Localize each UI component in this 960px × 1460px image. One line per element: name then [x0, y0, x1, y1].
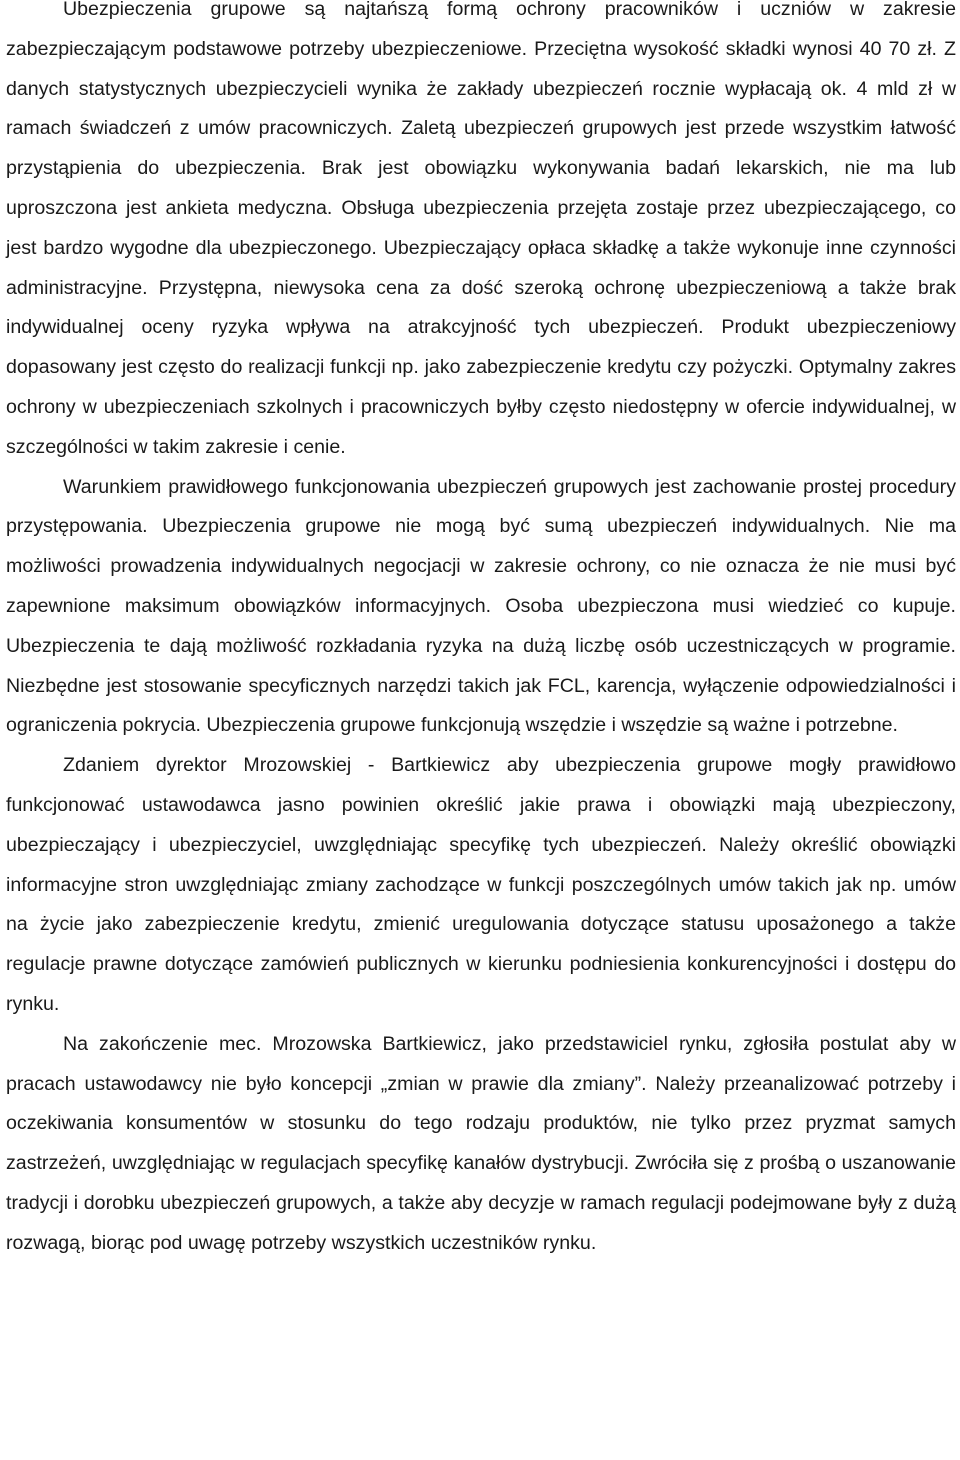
paragraph-director-opinion: Zdaniem dyrektor Mrozowskiej - Bartkiewicz aby ubezpieczenia grupowe mogły prawidłowo funkcjonować ustawodawca jasno powinien określić jakie prawa i obowiązki mają ubezpieczony, ubezpieczający i ubezpieczyciel, uwzględniając specyfikę tych ubezpieczeń. Należy określić obowiązki informacyjne stron uwzględniając zmiany zachodzące w funkcji poszczególnych umów takich jak np. umów na życie jako zabezpieczenie kredytu, zmienić uregulowania dotyczące statusu uposażonego a także regulacje prawne dotyczące zamówień publicznych w kierunku podniesienia konkurencyjności i dostępu do rynku. — [6, 754, 956, 1015]
document-body — [6, 0, 956, 1264]
paragraph-group-insurance-intro: Ubezpieczenia grupowe są najtańszą formą ochrony pracowników i uczniów w zakresie zabezpieczającym podstawowe potrzeby ubezpieczeniowe. Przeciętna wysokość składki wynosi 40 70 zł. Z danych statystycznych ubezpieczycieli wynika że zakłady ubezpieczeń rocznie wypłacają ok. 4 mld zł w ramach świadczeń z umów pracowniczych. Zaletą ubezpieczeń grupowych jest przede wszystkim łatwość przystąpienia do ubezpieczenia. Brak jest obowiązku wykonywania badań lekarskich, nie ma lub uproszczona jest ankieta medyczna. Obsługa ubezpieczenia przejęta zostaje przez ubezpieczającego, co jest bardzo wygodne dla ubezpieczonego. Ubezpieczający opłaca składkę a także wykonuje inne czynności administracyjne. Przystępna, niewysoka cena za dość szeroką ochronę ubezpieczeniową a także brak indywidualnej oceny ryzyka wpływa na atrakcyjność tych ubezpieczeń. Produkt ubezpieczeniowy dopasowany jest często do realizacji funkcji np. jako zabezpieczenie kredytu czy pożyczki. Optymalny zakres ochrony w ubezpieczeniach szkolnych i pracowniczych byłby często niedostępny w ofercie indywidualnej, w szczególności w takim zakresie i cenie. — [6, 0, 956, 458]
paragraph-conclusion: Na zakończenie mec. Mrozowska Bartkiewicz, jako przedstawiciel rynku, zgłosiła postulat aby w pracach ustawodawcy nie było koncepcji „zmian w prawie dla zmiany”. Należy przeanalizować potrzeby i oczekiwania konsumentów w stosunku do tego rodzaju produktów, nie tylko przez pryzmat samych zastrzeżeń, uwzględniając w regulacjach specyfikę kanałów dystrybucji. Zwróciła się z prośbą o uszanowanie tradycji i dorobku ubezpieczeń grupowych, a także aby decyzje w ramach regulacji podejmowane były z dużą rozwagą, biorąc pod uwagę potrzeby wszystkich uczestników rynku. — [6, 1032, 956, 1254]
paragraph-conditions: Warunkiem prawidłowego funkcjonowania ubezpieczeń grupowych jest zachowanie prostej procedury przystępowania. Ubezpieczenia grupowe nie mogą być sumą ubezpieczeń indywidualnych. Nie ma możliwości prowadzenia indywidualnych negocjacji w zakresie ochrony, co nie oznacza że nie musi być zapewnione maksimum obowiązków informacyjnych. Osoba ubezpieczona musi wiedzieć co kupuje. Ubezpieczenia te dają możliwość rozkładania ryzyka na dużą liczbę osób uczestniczących w programie. Niezbędne jest stosowanie specyficznych narzędzi takich jak FCL, karencja, wyłączenie odpowiedzialności i ograniczenia pokrycia. Ubezpieczenia grupowe funkcjonują wszędzie i wszędzie są ważne i potrzebne. — [6, 475, 956, 737]
